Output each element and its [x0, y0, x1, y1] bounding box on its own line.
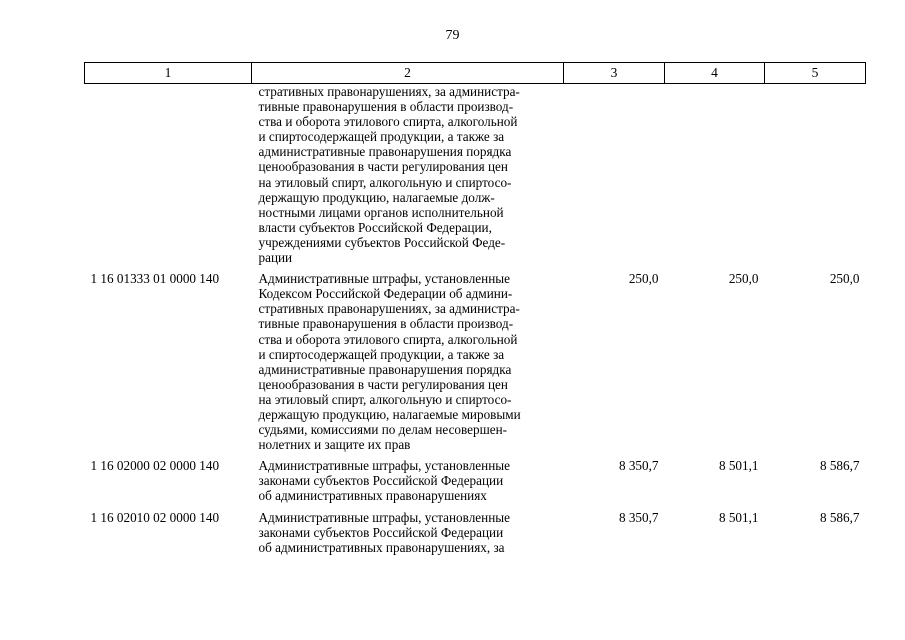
row-description: Административные штрафы, установленные законами субъектов Российской Федерации об административных правонарушениях, за [258, 509, 510, 555]
row-description: стративных правонарушениях, за администра- тивные правонарушения в области производ- ства и оборота этилового спирта, алкогольной и спиртосодержащей продукции, а также за административные правонарушения порядка ценообразования в части регулирования цен на этиловый спирт, алкогольную и спиртосо- держащую продукцию, налагаемые долж- ностными лицами органов исполнительной власти субъектов Российской Федерации, учреждениями субъектов Российской Феде- рации [258, 84, 520, 266]
row-code: 1 16 01333 01 0000 140 [90, 271, 220, 287]
header-row [85, 63, 866, 84]
table-row [85, 504, 866, 555]
header-col-4: 4 [665, 63, 765, 84]
table-row [85, 84, 866, 266]
row-code [85, 84, 252, 266]
row-value-col3: 8 350,7 [618, 509, 659, 525]
budget-table [84, 62, 866, 555]
row-value-col4: 8 501,1 [718, 509, 759, 525]
header-col-3: 3 [564, 63, 665, 84]
row-description: Административные штрафы, установленные законами субъектов Российской Федерации об административных правонарушениях [258, 458, 510, 504]
header-col-5: 5 [765, 63, 866, 84]
row-value-col4: 8 501,1 [718, 458, 759, 474]
row-value-col3: 8 350,7 [618, 458, 659, 474]
row-value-col3: 250,0 [628, 271, 659, 287]
table-header [85, 63, 866, 84]
header-col-2: 2 [252, 63, 564, 84]
header-col-1: 1 [85, 63, 252, 84]
row-value-col4 [665, 84, 765, 266]
table-row [85, 452, 866, 503]
row-value-col3 [564, 84, 665, 266]
table-body [85, 84, 866, 555]
row-value-col5: 8 586,7 [819, 509, 860, 525]
row-description: Административные штрафы, установленные Кодексом Российской Федерации об админи- стративных правонарушениях, за администра- тивные правонарушения в области производ- ства и оборота этилового спирта, алкогольной и спиртосодержащей продукции, а также за административные правонарушения порядка ценообразования в части регулирования цен на этиловый спирт, алкогольную и спиртосо- держащую продукцию, налагаемые мировыми судьями, комиссиями по делам несовершен- нолетних и защите их прав [258, 271, 521, 453]
row-value-col5: 250,0 [829, 271, 860, 287]
row-code: 1 16 02010 02 0000 140 [90, 509, 220, 525]
table-row [85, 265, 866, 452]
row-value-col5: 8 586,7 [819, 458, 860, 474]
row-value-col4: 250,0 [728, 271, 759, 287]
row-value-col5 [765, 84, 866, 266]
page-number: 79 [445, 28, 460, 43]
row-code: 1 16 02000 02 0000 140 [90, 458, 220, 474]
